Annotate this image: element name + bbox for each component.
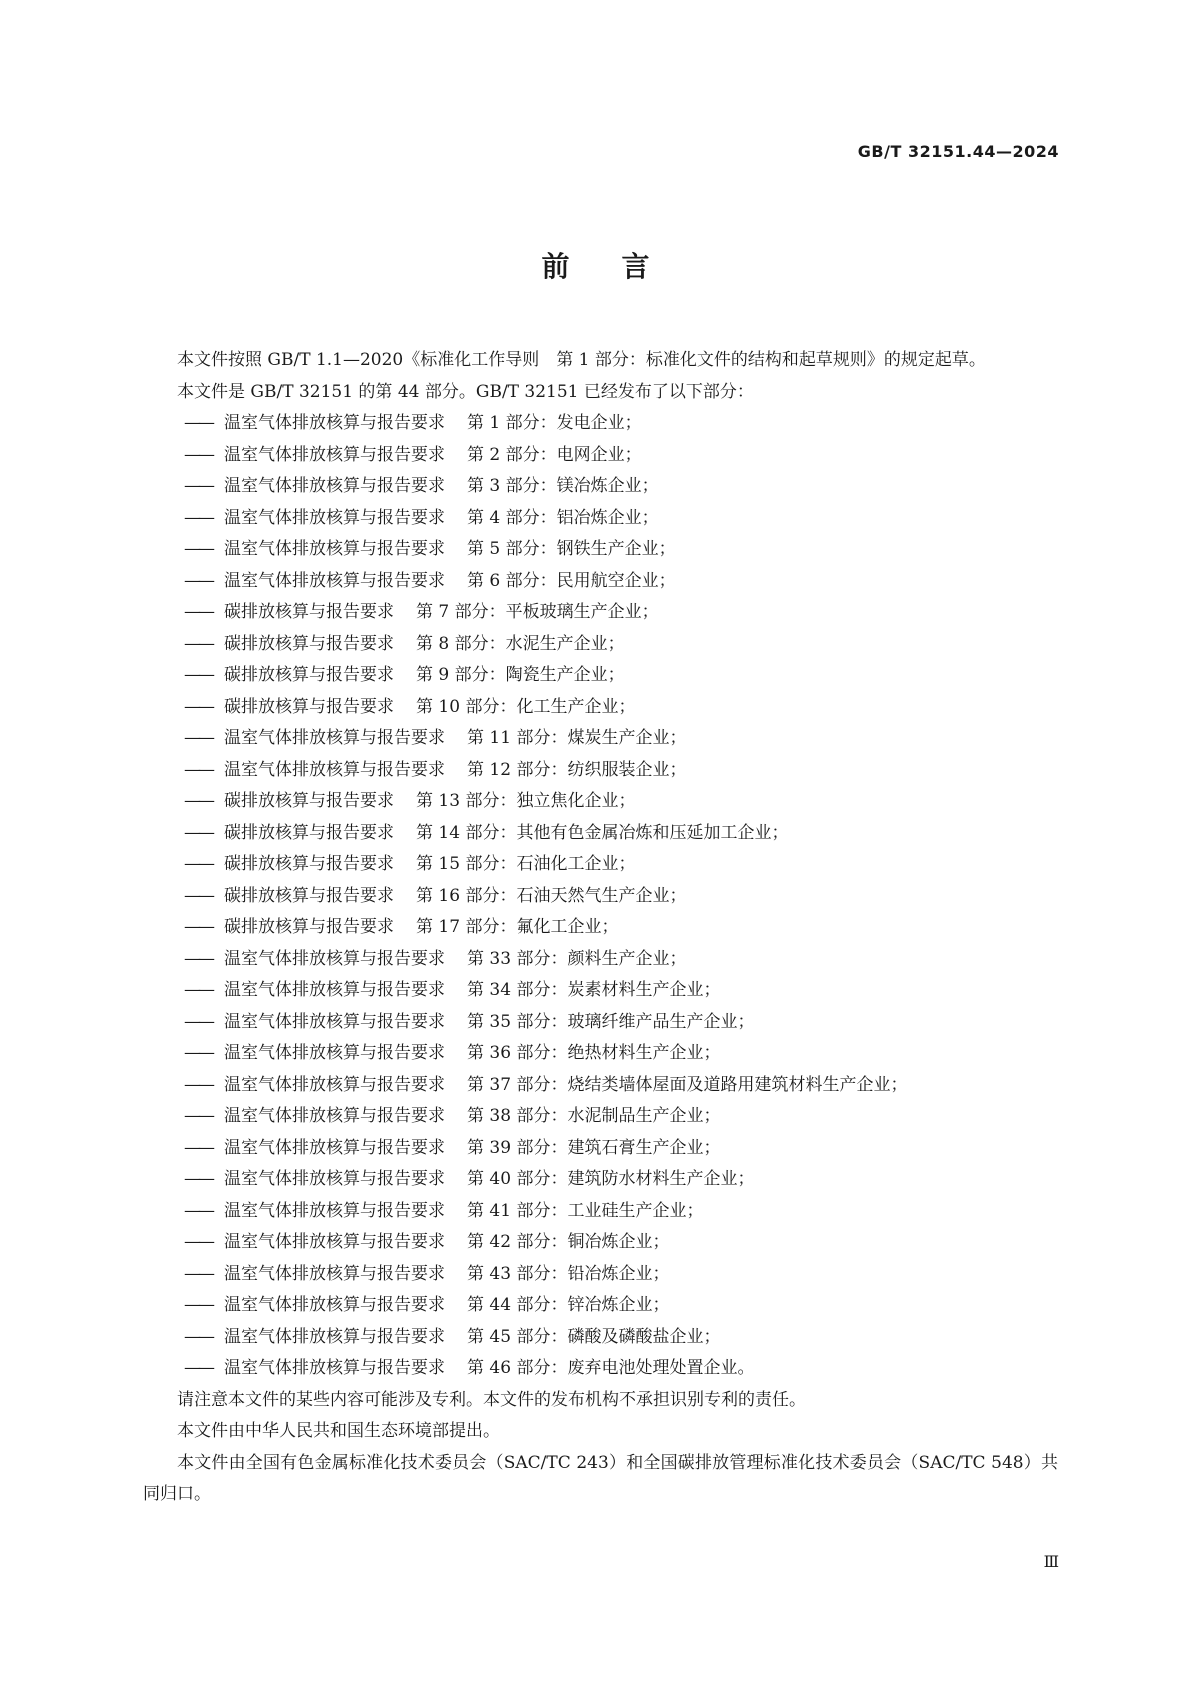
part-series-title: 碳排放核算与报告要求: [224, 885, 394, 906]
part-series-title: 温室气体排放核算与报告要求: [224, 1106, 445, 1126]
list-item: [143, 849, 1058, 881]
part-series-title: 温室气体排放核算与报告要求: [224, 1263, 445, 1284]
part-series-title: 温室气体排放核算与报告要求: [224, 759, 445, 780]
part-series-title: 碳排放核算与报告要求: [224, 791, 394, 811]
list-item: [143, 597, 1058, 629]
part-title: 第 7 部分：平板玻璃生产企业；: [416, 602, 659, 622]
part-series-title: 温室气体排放核算与报告要求: [224, 1295, 445, 1315]
part-series-title: 碳排放核算与报告要求: [224, 665, 394, 685]
part-title: 第 38 部分：水泥制品生产企业；: [467, 1106, 721, 1126]
list-item: [143, 975, 1058, 1007]
list-dash: ——: [184, 1169, 212, 1189]
part-series-title: 温室气体排放核算与报告要求: [224, 1358, 445, 1378]
list-item: [143, 471, 1058, 503]
part-title: 第 16 部分：石油天然气生产企业；: [416, 885, 687, 906]
part-title: 第 13 部分：独立焦化企业；: [416, 791, 636, 811]
list-item: [143, 566, 1058, 598]
part-title: 第 4 部分：铝冶炼企业；: [467, 507, 659, 528]
part-series-title: 温室气体排放核算与报告要求: [224, 507, 445, 528]
list-dash: ——: [184, 476, 212, 496]
list-dash: ——: [184, 539, 212, 559]
list-dash: ——: [184, 759, 212, 780]
list-dash: ——: [184, 1326, 212, 1347]
part-series-title: 温室气体排放核算与报告要求: [224, 1043, 445, 1063]
part-series-title: 碳排放核算与报告要求: [224, 696, 394, 717]
part-title: 第 10 部分：化工生产企业；: [416, 696, 636, 717]
list-item: [143, 944, 1058, 976]
list-dash: ——: [184, 665, 212, 685]
part-title: 第 17 部分：氟化工企业；: [416, 917, 619, 937]
list-dash: ——: [184, 917, 212, 937]
part-title: 第 36 部分：绝热材料生产企业；: [467, 1043, 721, 1063]
list-item: [143, 660, 1058, 692]
page-number: Ⅲ: [1043, 1552, 1059, 1571]
page-title: 前言: [541, 250, 702, 283]
list-dash: ——: [184, 570, 212, 591]
part-title: 第 44 部分：锌冶炼企业；: [467, 1295, 670, 1315]
list-item: [143, 534, 1058, 566]
part-title: 第 5 部分：钢铁生产企业；: [467, 539, 676, 559]
part-series-title: 温室气体排放核算与报告要求: [224, 1200, 445, 1221]
list-item: [143, 1196, 1058, 1228]
proposed-by: 本文件由中华人民共和国生态环境部提出。: [177, 1421, 500, 1441]
list-item: [143, 440, 1058, 472]
part-title: 第 37 部分：烧结类墙体屋面及道路用建筑材料生产企业；: [467, 1074, 908, 1095]
list-item: [143, 1007, 1058, 1039]
list-dash: ——: [184, 1295, 212, 1315]
part-title: 第 41 部分：工业硅生产企业；: [467, 1200, 704, 1221]
part-title: 第 43 部分：铅冶炼企业；: [467, 1263, 670, 1284]
part-series-title: 温室气体排放核算与报告要求: [224, 570, 445, 591]
list-item: [143, 818, 1058, 850]
part-title: 第 11 部分：煤炭生产企业；: [467, 728, 687, 748]
part-series-title: 碳排放核算与报告要求: [224, 917, 394, 937]
list-item: [143, 1227, 1058, 1259]
list-dash: ——: [184, 885, 212, 906]
list-dash: ——: [184, 791, 212, 811]
part-title: 第 8 部分：水泥生产企业；: [416, 633, 625, 654]
list-item: [143, 786, 1058, 818]
list-dash: ——: [184, 444, 212, 465]
list-item: [143, 1070, 1058, 1102]
part-series-title: 温室气体排放核算与报告要求: [224, 948, 445, 969]
intro-paragraph-drafting: 本文件按照 GB/T 1.1—2020《标准化工作导则 第 1 部分：标准化文件的结构和起草规则》的规定起草。: [177, 350, 986, 370]
list-item: [143, 1322, 1058, 1354]
list-item: [143, 1101, 1058, 1133]
part-series-title: 温室气体排放核算与报告要求: [224, 1011, 445, 1032]
part-title: 第 39 部分：建筑石膏生产企业；: [467, 1137, 721, 1158]
list-dash: ——: [184, 1232, 212, 1252]
list-dash: ——: [184, 1106, 212, 1126]
part-series-title: 温室气体排放核算与报告要求: [224, 1232, 445, 1252]
list-item: [143, 629, 1058, 661]
list-dash: ——: [184, 980, 212, 1000]
foreword-body: [143, 345, 1058, 1511]
part-series-title: 温室气体排放核算与报告要求: [224, 1137, 445, 1158]
part-title: 第 9 部分：陶瓷生产企业；: [416, 665, 625, 685]
part-title: 第 6 部分：民用航空企业；: [467, 570, 676, 591]
managed-by: 本文件由全国有色金属标准化技术委员会（SAC/TC 243）和全国碳排放管理标准化技术委员会（SAC/TC 548）共同归口。: [143, 1452, 1058, 1504]
patent-notice: 请注意本文件的某些内容可能涉及专利。本文件的发布机构不承担识别专利的责任。: [177, 1389, 806, 1410]
part-series-title: 温室气体排放核算与报告要求: [224, 1169, 445, 1189]
list-item: [143, 1353, 1058, 1385]
list-dash: ——: [184, 1263, 212, 1284]
list-dash: ——: [184, 1074, 212, 1095]
part-series-title: 碳排放核算与报告要求: [224, 822, 394, 843]
list-dash: ——: [184, 1137, 212, 1158]
list-dash: ——: [184, 1043, 212, 1063]
list-item: [143, 912, 1058, 944]
part-series-title: 温室气体排放核算与报告要求: [224, 980, 445, 1000]
list-dash: ——: [184, 1200, 212, 1221]
list-dash: ——: [184, 413, 212, 433]
list-item: [143, 723, 1058, 755]
part-series-title: 温室气体排放核算与报告要求: [224, 1326, 445, 1347]
part-title: 第 15 部分：石油化工企业；: [416, 854, 636, 874]
part-title: 第 14 部分：其他有色金属冶炼和压延加工企业；: [416, 822, 789, 843]
list-dash: ——: [184, 948, 212, 969]
part-series-title: 碳排放核算与报告要求: [224, 854, 394, 874]
part-title: 第 12 部分：纺织服装企业；: [467, 759, 687, 780]
list-item: [143, 408, 1058, 440]
part-title: 第 45 部分：磷酸及磷酸盐企业；: [467, 1326, 721, 1347]
part-title: 第 42 部分：铜冶炼企业；: [467, 1232, 670, 1252]
part-title: 第 33 部分：颜料生产企业；: [467, 948, 687, 969]
part-series-title: 碳排放核算与报告要求: [224, 602, 394, 622]
part-series-title: 温室气体排放核算与报告要求: [224, 728, 445, 748]
list-item: [143, 1133, 1058, 1165]
part-series-title: 温室气体排放核算与报告要求: [224, 539, 445, 559]
list-dash: ——: [184, 728, 212, 748]
part-title: 第 3 部分：镁冶炼企业；: [467, 476, 659, 496]
part-title: 第 2 部分：电网企业；: [467, 444, 642, 465]
list-dash: ——: [184, 633, 212, 654]
list-item: [143, 755, 1058, 787]
list-item: [143, 503, 1058, 535]
part-title: 第 35 部分：玻璃纤维产品生产企业；: [467, 1011, 755, 1032]
part-series-title: 温室气体排放核算与报告要求: [224, 476, 445, 496]
list-item: [143, 692, 1058, 724]
part-title: 第 34 部分：炭素材料生产企业；: [467, 980, 721, 1000]
part-series-title: 温室气体排放核算与报告要求: [224, 1074, 445, 1095]
part-title: 第 1 部分：发电企业；: [467, 413, 642, 433]
list-dash: ——: [184, 696, 212, 717]
part-title: 第 46 部分：废弃电池处理处置企业。: [467, 1358, 755, 1378]
list-dash: ——: [184, 822, 212, 843]
published-parts-list: [143, 408, 1058, 1385]
list-dash: ——: [184, 1358, 212, 1378]
list-dash: ——: [184, 1011, 212, 1032]
document-code: GB/T 32151.44—2024: [857, 142, 1059, 161]
list-item: [143, 1290, 1058, 1322]
list-dash: ——: [184, 602, 212, 622]
intro-paragraph-series: 本文件是 GB/T 32151 的第 44 部分。GB/T 32151 已经发布了以下部分：: [177, 381, 754, 402]
part-series-title: 温室气体排放核算与报告要求: [224, 444, 445, 465]
part-series-title: 碳排放核算与报告要求: [224, 633, 394, 654]
list-item: [143, 1164, 1058, 1196]
list-item: [143, 1259, 1058, 1291]
list-item: [143, 1038, 1058, 1070]
list-dash: ——: [184, 507, 212, 528]
list-dash: ——: [184, 854, 212, 874]
part-title: 第 40 部分：建筑防水材料生产企业；: [467, 1169, 755, 1189]
list-item: [143, 881, 1058, 913]
part-series-title: 温室气体排放核算与报告要求: [224, 413, 445, 433]
